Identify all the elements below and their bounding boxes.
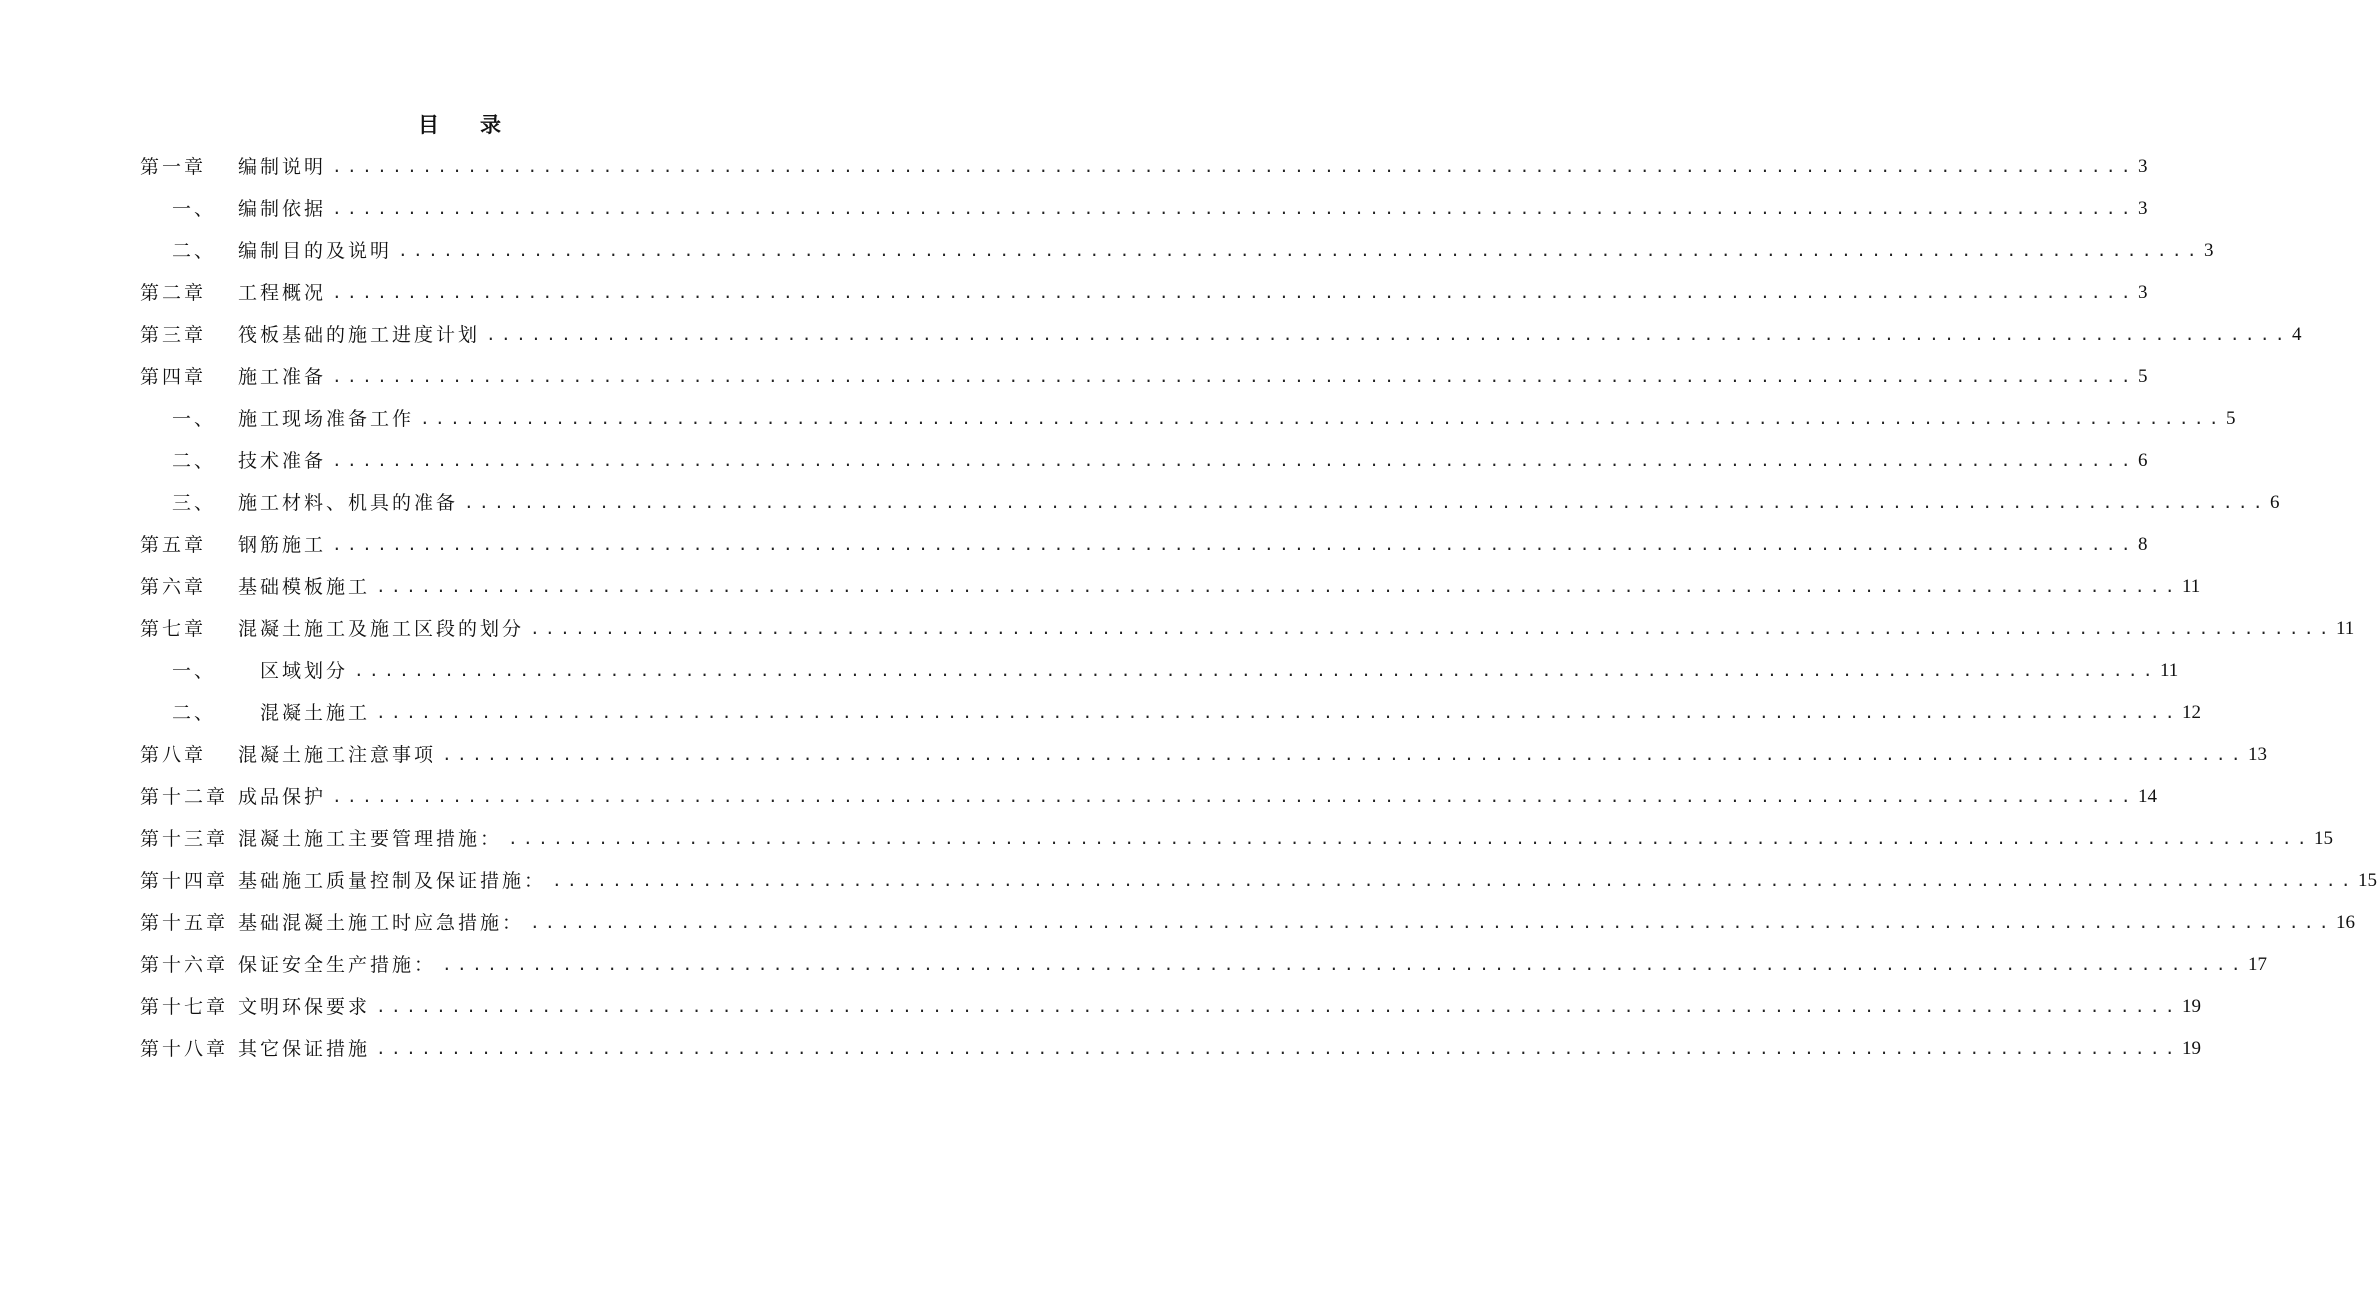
toc-entry-number: 一、: [172, 660, 217, 682]
toc-dot-leader: ........................................................................................................................: [332, 283, 2136, 302]
toc-entry-title: 文明环保要求: [238, 996, 371, 1018]
toc-entry-page-number: 11: [2159, 660, 2179, 681]
toc-title: [0, 109, 920, 139]
toc-entry-title: 基础模板施工: [238, 576, 371, 598]
toc-dot-leader: ........................................................................................................................: [508, 829, 2312, 848]
toc-entry-title: 编制说明: [238, 156, 327, 178]
toc-entry-number: 第十五章: [140, 912, 229, 934]
toc-entry-page-number: 3: [2137, 282, 2148, 303]
toc-entry-number: 第四章: [140, 366, 207, 388]
toc-entry-page-number: 11: [2181, 576, 2201, 597]
toc-entry-number: 第五章: [140, 534, 207, 556]
toc-entry-number: 第十四章: [140, 870, 229, 892]
toc-entry[interactable]: [140, 398, 2236, 440]
toc-dot-leader: ........................................................................................................................: [464, 493, 2268, 512]
toc-title-left: 目: [418, 113, 440, 137]
toc-entry-number: 三、: [172, 492, 217, 514]
toc-entry[interactable]: [140, 608, 2355, 650]
toc-entry-page-number: 3: [2137, 156, 2148, 177]
toc-entry-number: 第十六章: [140, 954, 229, 976]
toc-entry-page-number: 16: [2335, 912, 2355, 933]
toc-dot-leader: ........................................................................................................................: [442, 745, 2246, 764]
toc-entry-page-number: 15: [2313, 828, 2333, 849]
toc-entry[interactable]: [140, 944, 2267, 986]
toc-entry-number: 二、: [172, 702, 217, 724]
toc-entry-title: 编制目的及说明: [238, 240, 393, 262]
toc-entry[interactable]: [140, 818, 2333, 860]
toc-entry-number: 第三章: [140, 324, 207, 346]
toc-entry[interactable]: [140, 524, 2148, 566]
toc-entry-number: 第十二章: [140, 786, 229, 808]
toc-entry-number: 第十七章: [140, 996, 229, 1018]
toc-dot-leader: ........................................................................................................................: [332, 199, 2136, 218]
toc-dot-leader: ........................................................................................................................: [442, 955, 2246, 974]
toc-title-right: 录: [480, 113, 502, 137]
toc-entry-page-number: 11: [2335, 618, 2355, 639]
toc-entry[interactable]: [140, 902, 2355, 944]
toc-entry[interactable]: [140, 356, 2148, 398]
toc-entry-page-number: 8: [2137, 534, 2148, 555]
toc-entry-number: 二、: [172, 240, 217, 262]
toc-entry-number: 第十三章: [140, 828, 229, 850]
toc-entry[interactable]: [140, 1028, 2201, 1070]
toc-dot-leader: ........................................................................................................................: [332, 535, 2136, 554]
toc-entry-title: 工程概况: [238, 282, 327, 304]
toc-entry-number: 二、: [172, 450, 217, 472]
toc-entry-title: 混凝土施工主要管理措施：: [238, 828, 503, 850]
toc-dot-leader: ........................................................................................................................: [376, 1039, 2180, 1058]
toc-entry[interactable]: [140, 650, 2179, 692]
toc-entry-title: 基础混凝土施工时应急措施：: [238, 912, 525, 934]
toc-dot-leader: ........................................................................................................................: [332, 157, 2136, 176]
toc-dot-leader: ........................................................................................................................: [530, 913, 2334, 932]
toc-entry[interactable]: [140, 272, 2148, 314]
toc-dot-leader: ........................................................................................................................: [420, 409, 2224, 428]
toc-entry-number: 第七章: [140, 618, 207, 640]
toc-entry-page-number: 19: [2181, 996, 2201, 1017]
toc-dot-leader: ........................................................................................................................: [376, 577, 2180, 596]
toc-entry-title: 施工现场准备工作: [238, 408, 415, 430]
toc-entry[interactable]: [140, 734, 2267, 776]
toc-entry-page-number: 6: [2137, 450, 2148, 471]
toc-entry-number: 第六章: [140, 576, 207, 598]
toc-entry-page-number: 6: [2269, 492, 2280, 513]
toc-entry-number: 第一章: [140, 156, 207, 178]
toc-entry-title: 编制依据: [238, 198, 327, 220]
toc-entry-page-number: 17: [2247, 954, 2267, 975]
toc-entry-title: 混凝土施工: [260, 702, 371, 724]
toc-entry-number: 第八章: [140, 744, 207, 766]
toc-entry[interactable]: [140, 146, 2148, 188]
toc-entry-number: 第十八章: [140, 1038, 229, 1060]
toc-entry-title: 施工准备: [238, 366, 327, 388]
toc-dot-leader: ........................................................................................................................: [332, 367, 2136, 386]
toc-dot-leader: ........................................................................................................................: [398, 241, 2202, 260]
toc-dot-leader: ........................................................................................................................: [376, 703, 2180, 722]
toc-entry-page-number: 13: [2247, 744, 2267, 765]
toc-dot-leader: ........................................................................................................................: [552, 871, 2356, 890]
toc-dot-leader: ........................................................................................................................: [376, 997, 2180, 1016]
toc-entry-title: 钢筋施工: [238, 534, 327, 556]
toc-entry[interactable]: [140, 860, 2377, 902]
toc-entry-title: 区域划分: [260, 660, 349, 682]
toc-entry-page-number: 5: [2225, 408, 2236, 429]
toc-entry[interactable]: [140, 566, 2201, 608]
toc-entry-number: 一、: [172, 408, 217, 430]
toc-entry[interactable]: [140, 482, 2280, 524]
toc-dot-leader: ........................................................................................................................: [354, 661, 2158, 680]
toc-entry[interactable]: [140, 188, 2148, 230]
toc-entry-page-number: 3: [2137, 198, 2148, 219]
toc-entry-number: 第二章: [140, 282, 207, 304]
toc-entry-title: 保证安全生产措施：: [238, 954, 437, 976]
toc-entry[interactable]: [140, 692, 2201, 734]
toc-dot-leader: ........................................................................................................................: [332, 787, 2136, 806]
toc-entry[interactable]: [140, 986, 2201, 1028]
toc-entry-page-number: 3: [2203, 240, 2214, 261]
toc-list: [140, 146, 2377, 1070]
toc-entry-title: 混凝土施工及施工区段的划分: [238, 618, 525, 640]
toc-entry-title: 施工材料、机具的准备: [238, 492, 459, 514]
toc-dot-leader: ........................................................................................................................: [530, 619, 2334, 638]
toc-entry-title: 混凝土施工注意事项: [238, 744, 437, 766]
toc-entry-page-number: 12: [2181, 702, 2201, 723]
toc-entry-title: 筏板基础的施工进度计划: [238, 324, 481, 346]
toc-entry-page-number: 5: [2137, 366, 2148, 387]
toc-entry-page-number: 14: [2137, 786, 2157, 807]
toc-entry-page-number: 19: [2181, 1038, 2201, 1059]
toc-entry-title: 基础施工质量控制及保证措施：: [238, 870, 547, 892]
toc-entry-number: 一、: [172, 198, 217, 220]
toc-entry-title: 技术准备: [238, 450, 327, 472]
toc-entry-page-number: 15: [2357, 870, 2377, 891]
toc-entry[interactable]: [140, 230, 2214, 272]
toc-entry[interactable]: [140, 776, 2157, 818]
toc-entry-title: 成品保护: [238, 786, 327, 808]
toc-entry-page-number: 4: [2291, 324, 2302, 345]
toc-entry-title: 其它保证措施: [238, 1038, 371, 1060]
toc-entry[interactable]: [140, 314, 2302, 356]
toc-entry[interactable]: [140, 440, 2148, 482]
toc-dot-leader: ........................................................................................................................: [486, 325, 2290, 344]
toc-dot-leader: ........................................................................................................................: [332, 451, 2136, 470]
